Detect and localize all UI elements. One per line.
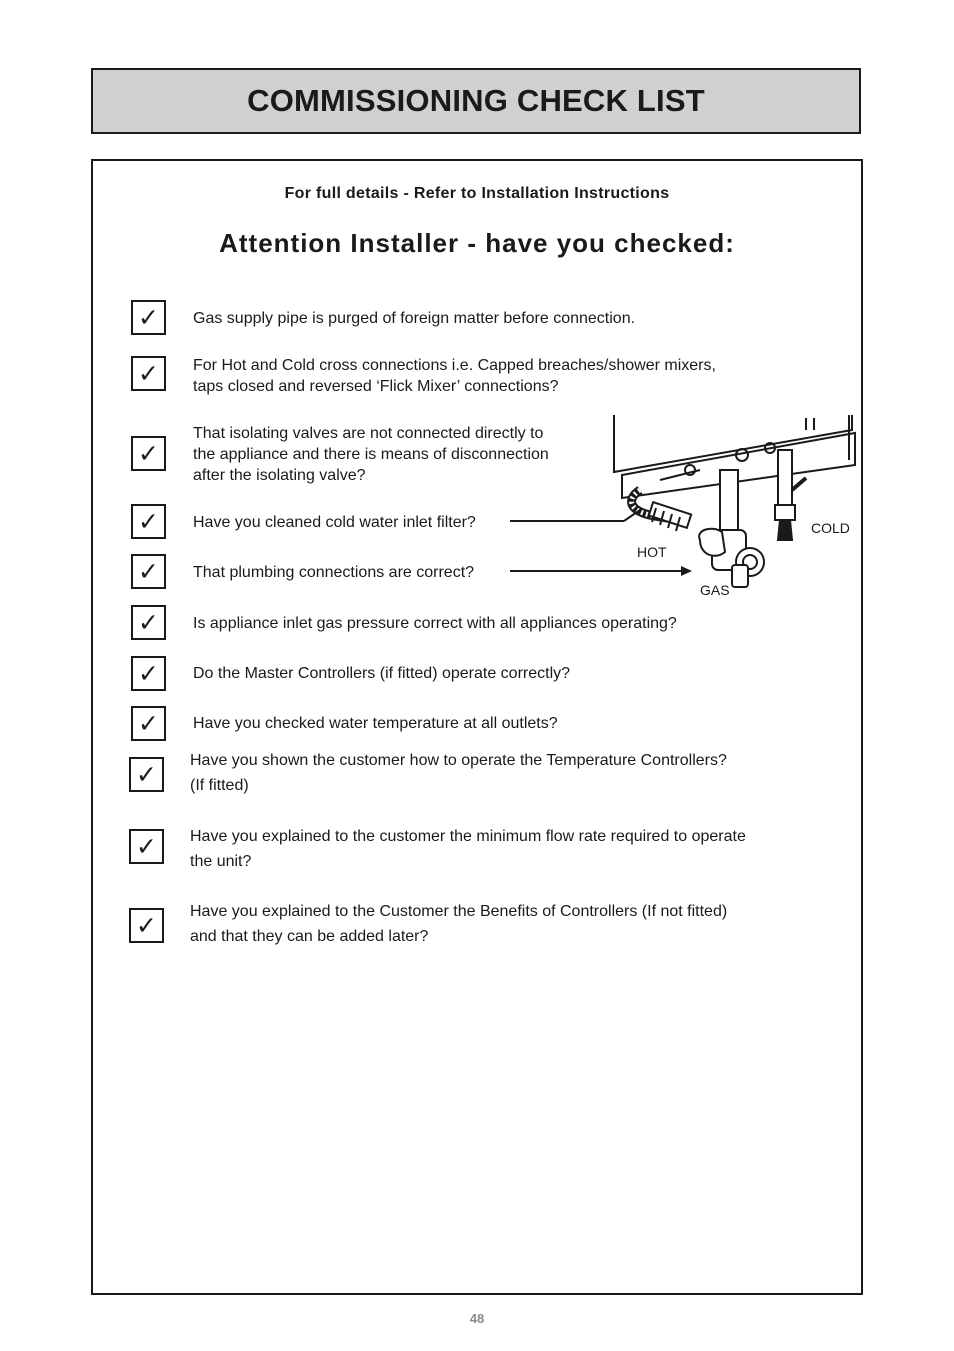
subheading: For full details - Refer to Installation Instructions — [284, 185, 670, 202]
item-text-line: Do the Master Controllers (if fitted) operate correctly? — [193, 665, 571, 682]
item-text-line: the unit? — [190, 853, 252, 870]
check-mark-icon: ✓ — [136, 760, 157, 789]
check-mark-icon: ✓ — [138, 709, 159, 738]
page-title: COMMISSIONING CHECK LIST — [247, 83, 705, 118]
check-mark-icon: ✓ — [138, 557, 159, 586]
arrow-head-icon — [681, 566, 692, 576]
item-text-line: after the isolating valve? — [193, 467, 366, 484]
gas-label: GAS — [700, 582, 730, 598]
check-mark-icon: ✓ — [138, 507, 159, 536]
item-text-line: taps closed and reversed ‘Flick Mixer’ connections? — [193, 378, 559, 395]
check-mark-icon: ✓ — [136, 911, 157, 940]
check-mark-icon: ✓ — [138, 659, 159, 688]
item-text-line: Have you explained to the Customer the Benefits of Controllers (If not fitted) — [190, 903, 728, 920]
heading: Attention Installer - have you checked: — [219, 228, 735, 258]
gas-valve — [699, 470, 764, 587]
item-text-line: Have you checked water temperature at all outlets? — [193, 715, 558, 732]
item-text-line: For Hot and Cold cross connections i.e. Capped breaches/shower mixers, — [193, 357, 716, 374]
check-mark-icon: ✓ — [136, 832, 157, 861]
item-text-line: Gas supply pipe is purged of foreign matter before connection. — [193, 310, 636, 327]
item-text-line: Have you cleaned cold water inlet filter? — [193, 514, 476, 531]
item-text-line: That plumbing connections are correct? — [193, 564, 475, 581]
check-mark-icon: ✓ — [138, 608, 159, 637]
check-mark-icon: ✓ — [138, 439, 159, 468]
item-text-line: Have you shown the customer how to operate the Temperature Controllers? — [190, 752, 727, 769]
item-text-line: That isolating valves are not connected directly to — [193, 425, 544, 442]
check-mark-icon: ✓ — [138, 359, 159, 388]
cold-label: COLD — [811, 520, 850, 536]
item-text-line: (If fitted) — [190, 777, 249, 794]
page-number: 48 — [469, 1311, 485, 1326]
item-text-line: Have you explained to the customer the minimum flow rate required to operate — [190, 828, 746, 845]
item-text-line: Is appliance inlet gas pressure correct with all appliances operating? — [193, 615, 677, 632]
hot-label: HOT — [637, 544, 667, 560]
item-text-line: and that they can be added later? — [190, 928, 429, 945]
check-mark-icon: ✓ — [138, 303, 159, 332]
item-text-line: the appliance and there is means of disconnection — [193, 446, 549, 463]
